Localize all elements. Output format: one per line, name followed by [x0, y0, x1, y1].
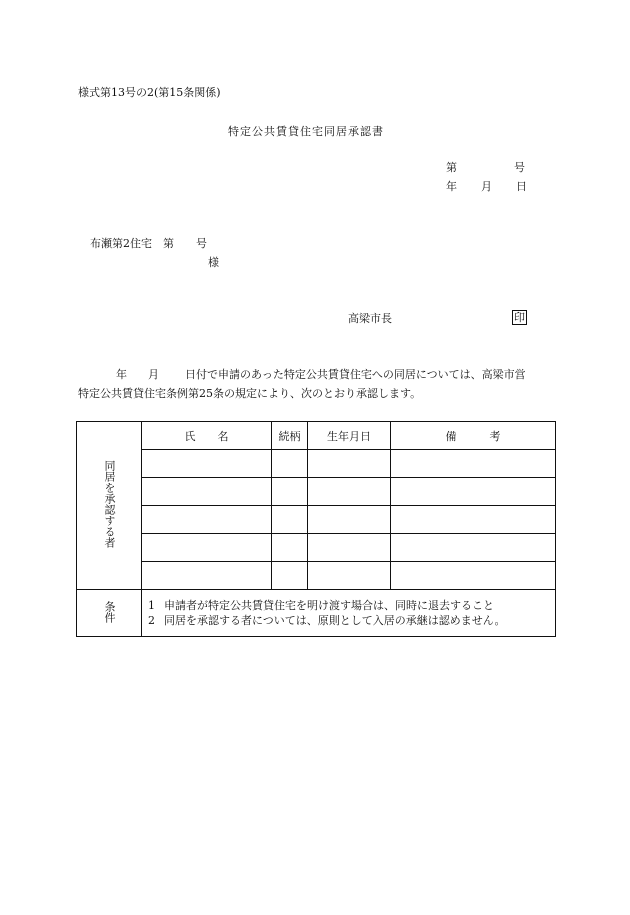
condition-text: 同居を承認する者については、原則として入居の承継は認めません。	[164, 614, 506, 627]
relation-cell	[272, 562, 308, 590]
seal-mark: 印	[514, 311, 525, 324]
form-number: 様式第13号の2(第15条関係)	[78, 86, 221, 99]
table-header-row	[77, 422, 556, 450]
remarks-cell	[391, 506, 556, 534]
birthdate-cell	[308, 534, 391, 562]
body-line1: 日付で申請のあった特定公共賃貸住宅への同居については、高梁市営	[185, 368, 526, 381]
side-label-cell	[77, 422, 142, 590]
header-relation: 続柄	[272, 422, 308, 450]
relation-cell	[272, 506, 308, 534]
birthdate-cell	[308, 506, 391, 534]
body-line2: 特定公共賃貸住宅条例第25条の規定により、次のとおり承認します。	[78, 387, 422, 400]
table-row	[77, 562, 556, 590]
approval-table	[76, 421, 556, 637]
relation-cell	[272, 534, 308, 562]
table-row	[77, 478, 556, 506]
condition-item	[148, 598, 555, 613]
conditions-label: 条件	[103, 600, 116, 623]
doc-number-suffix: 号	[514, 161, 525, 174]
name-cell	[142, 450, 272, 478]
header-birthdate: 生年月日	[308, 422, 391, 450]
date-month: 月	[481, 180, 492, 193]
birthdate-cell	[308, 478, 391, 506]
body-month: 月	[148, 368, 159, 381]
conditions-row	[77, 590, 556, 637]
condition-item	[148, 613, 555, 628]
condition-number: 1	[148, 599, 155, 612]
conditions-label-cell	[77, 590, 142, 637]
addressee-line: 布瀬第2住宅 第 号	[90, 237, 207, 250]
table-row	[77, 506, 556, 534]
remarks-cell	[391, 562, 556, 590]
name-cell	[142, 534, 272, 562]
issuer-name: 高梁市長	[348, 312, 392, 325]
table-row	[77, 450, 556, 478]
name-cell	[142, 506, 272, 534]
condition-text: 申請者が特定公共賃貸住宅を明け渡す場合は、同時に退去すること	[164, 599, 494, 612]
seal-box	[512, 311, 527, 325]
document-title: 特定公共賃貸住宅同居承認書	[228, 125, 384, 138]
name-cell	[142, 562, 272, 590]
date-year: 年	[446, 180, 457, 193]
relation-cell	[272, 478, 308, 506]
body-year: 年	[116, 368, 127, 381]
remarks-cell	[391, 478, 556, 506]
birthdate-cell	[308, 562, 391, 590]
table-row	[77, 534, 556, 562]
remarks-cell	[391, 534, 556, 562]
remarks-cell	[391, 450, 556, 478]
birthdate-cell	[308, 450, 391, 478]
side-label: 同居を承認する者	[103, 460, 116, 548]
header-remarks: 備 考	[391, 422, 556, 450]
condition-number: 2	[148, 614, 155, 627]
relation-cell	[272, 450, 308, 478]
conditions-body	[142, 590, 556, 637]
addressee-honorific: 様	[208, 256, 219, 269]
date-day: 日	[516, 180, 527, 193]
name-cell	[142, 478, 272, 506]
header-name: 氏 名	[142, 422, 272, 450]
doc-number-prefix: 第	[446, 161, 457, 174]
